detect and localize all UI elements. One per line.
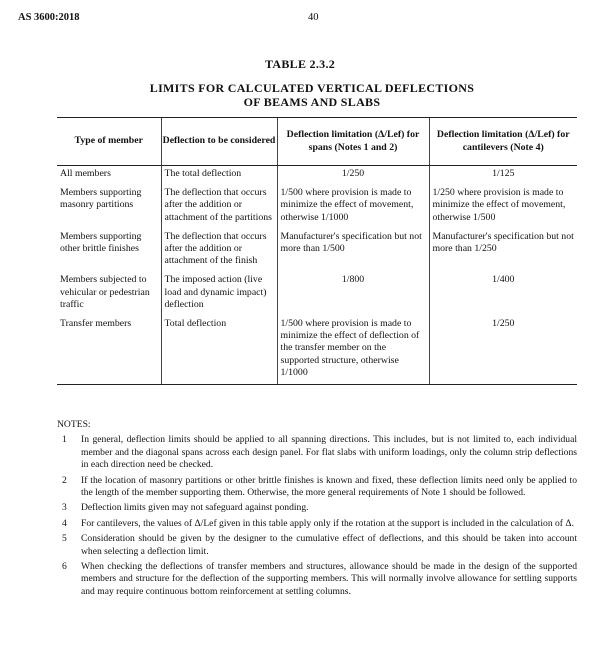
column-header-type-of-member: Type of member [57, 118, 161, 166]
table-cell: 1/400 [429, 272, 577, 316]
page-number: 40 [308, 12, 319, 23]
table-cell: Members supporting other brittle finishes [60, 230, 142, 255]
table-cell: Manufacturer's specification but not more than 1/500 [277, 229, 429, 273]
note-item [57, 533, 577, 558]
table-cell: 1/250 [277, 166, 429, 186]
standard-code: AS 3600:2018 [18, 12, 80, 23]
table-header-row [57, 118, 577, 166]
table-row [57, 166, 577, 186]
table-cell: Transfer members [57, 316, 161, 385]
table-row [57, 185, 577, 229]
note-text: If the location of masonry partitions or other brittle finishes is known and fixed, these deflection limits need only be applied to the length of the member supporting them. Otherwise, the more general requirements of Note 1 should be followed. [81, 474, 577, 499]
note-number: 3 [62, 502, 67, 514]
note-item [57, 475, 577, 500]
table-cell: The imposed action (live load and dynamic impact) deflection [161, 272, 277, 316]
table-cell: The deflection that occurs after the addition or attachment of the finish [161, 229, 277, 273]
note-text: When checking the deflections of transfer members and structures, allowance should be made in the design of the supported members and structure for the deflection of the supporting members. This will normally involve allowance for settling supports and may require continuous bottom reinforcement at settling columns. [81, 561, 577, 597]
table-row [57, 272, 577, 316]
note-item [57, 518, 577, 530]
note-text: In general, deflection limits should be applied to all spanning directions. This includes, but is not limited to, each individual member and the diagonal spans across each design panel. For flat slabs with uniform loadings, only the column strip deflections in each direction need be checked. [81, 434, 577, 471]
note-number: 2 [62, 474, 67, 486]
table-cell: 1/250 [429, 316, 577, 385]
note-item [57, 434, 577, 471]
table-number: TABLE 2.3.2 [264, 57, 336, 71]
table-cell: The total deflection [161, 166, 277, 186]
note-item [57, 502, 577, 514]
deflection-limits-table [57, 117, 577, 385]
table-cell: 1/125 [429, 166, 577, 186]
note-number: 1 [62, 434, 67, 446]
column-header-span-limitation: Deflection limitation (Δ/Lef) for spans (Notes 1 and 2) [277, 118, 429, 166]
notes-heading: NOTES: [57, 419, 91, 430]
table-cell: All members [60, 168, 111, 179]
column-header-deflection-considered: Deflection to be considered [161, 118, 277, 166]
table-cell: Total deflection [161, 316, 277, 385]
table-cell: 1/250 where provision is made to minimize the effect of movement, otherwise 1/500 [429, 185, 577, 229]
column-header-cantilever-limitation: Deflection limitation (Δ/Lef) for cantilevers (Note 4) [429, 118, 577, 166]
table-row [57, 316, 577, 385]
note-item [57, 561, 577, 598]
note-number: 4 [62, 517, 67, 529]
table-cell: Members subjected to vehicular or pedestrian traffic [60, 274, 150, 310]
note-text: Deflection limits given may not safeguard against ponding. [81, 502, 309, 514]
table-cell: Members supporting masonry partitions [60, 187, 142, 211]
table-cell: 1/500 where provision is made to minimize the effect of movement, otherwise 1/1000 [277, 185, 429, 229]
table-cell: 1/800 [277, 272, 429, 316]
notes-section [57, 419, 577, 601]
table-row [57, 229, 577, 273]
note-text: For cantilevers, the values of Δ/Lef given in this table apply only if the rotation at the support is included in the calculation of Δ. [81, 517, 574, 529]
table-title-line-1: LIMITS FOR CALCULATED VERTICAL DEFLECTIONS [149, 81, 475, 95]
table-cell: Manufacturer's specification but not more than 1/250 [429, 229, 577, 273]
note-number: 5 [62, 533, 67, 545]
note-text: Consideration should be given by the designer to the cumulative effect of deflections, and this should be taken into account when selecting a deflection limit. [81, 533, 577, 557]
table-cell: The deflection that occurs after the addition or attachment of the partitions [161, 185, 277, 229]
note-number: 6 [62, 561, 67, 573]
table-title-line-2: OF BEAMS AND SLABS [243, 95, 381, 109]
table-cell: 1/500 where provision is made to minimize the effect of deflection of the transfer member on the supported structure, otherwise 1/1000 [277, 316, 429, 385]
